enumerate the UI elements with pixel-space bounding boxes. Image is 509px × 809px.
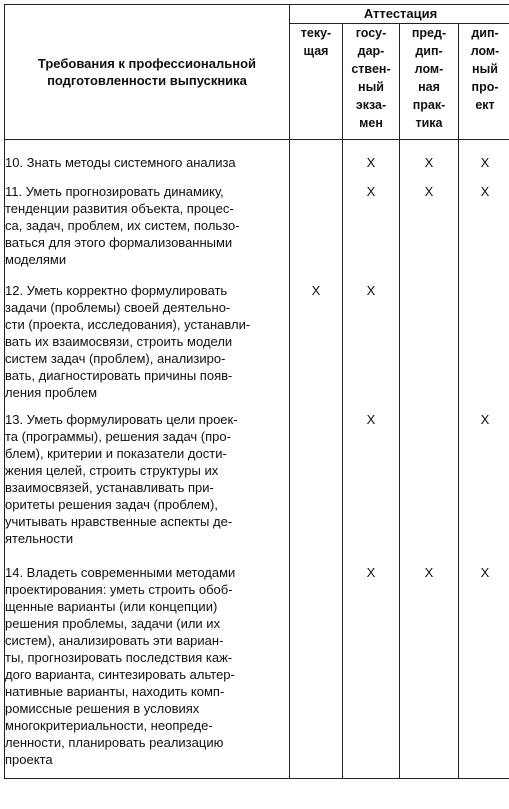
- header-line: дип-: [415, 44, 443, 59]
- header-line: дип-: [471, 26, 499, 41]
- mark-state-exam: X: [343, 554, 400, 779]
- requirement-line: моделями: [5, 252, 67, 267]
- header-line: прак-: [412, 98, 446, 113]
- requirement-line: многокритериальности, неопреде-: [5, 718, 213, 733]
- requirement-line: ятельности: [5, 531, 74, 546]
- requirement-line: решения проблемы, задачи (или их: [5, 616, 221, 631]
- table-row: [5, 275, 509, 401]
- requirement-line: задачи (проблемы) своей деятельно-: [5, 300, 231, 315]
- requirement-cell: [5, 173, 290, 275]
- mark-pre-diploma: X: [400, 554, 459, 779]
- header-line: ект: [475, 98, 495, 113]
- attestation-table: [4, 4, 509, 779]
- column-header-state-exam: [343, 24, 400, 140]
- requirement-line: 10. Знать методы системного анализа: [5, 155, 236, 170]
- table-row: [5, 173, 509, 275]
- mark-state-exam: X: [343, 140, 400, 174]
- requirement-line: взаимосвязей, устанавливать при-: [5, 480, 214, 495]
- requirement-cell: [5, 554, 290, 779]
- requirement-line: ваться для этого формализованными: [5, 235, 233, 250]
- requirement-line: систем), анализировать эти вариан-: [5, 633, 224, 648]
- requirement-line: оритеты решения задач (проблем),: [5, 497, 218, 512]
- requirement-cell: [5, 401, 290, 554]
- mark-pre-diploma: X: [400, 140, 459, 174]
- requirements-header-line: Требования к профессиональной: [37, 56, 257, 71]
- mark-pre-diploma: [400, 275, 459, 401]
- table-row: [5, 554, 509, 779]
- mark-state-exam: X: [343, 173, 400, 275]
- header-line: госу-: [355, 26, 387, 41]
- mark-pre-diploma: [400, 401, 459, 554]
- requirements-column-header: [5, 5, 290, 140]
- requirement-line: проектирования: уметь строить обоб-: [5, 582, 233, 597]
- mark-diploma-project: X: [459, 173, 509, 275]
- header-line: про-: [471, 80, 499, 95]
- mark-current: [290, 140, 343, 174]
- requirement-line: систем задач (проблем), анализиро-: [5, 351, 226, 366]
- header-line: теку-: [300, 26, 332, 41]
- mark-diploma-project: [459, 275, 509, 401]
- mark-current: [290, 401, 343, 554]
- requirement-line: вать их взаимосвязи, строить модели: [5, 334, 233, 349]
- header-line: тика: [415, 116, 443, 131]
- header-line: ствен-: [351, 62, 391, 77]
- mark-diploma-project: X: [459, 554, 509, 779]
- header-line: щая: [303, 44, 329, 59]
- mark-diploma-project: X: [459, 401, 509, 554]
- requirement-line: тенденции развития объекта, процес-: [5, 201, 234, 216]
- header-line: ная: [418, 80, 440, 95]
- header-line: экза-: [355, 98, 387, 113]
- requirement-line: ления проблем: [5, 385, 98, 400]
- requirement-line: учитывать нравственные аспекты де-: [5, 514, 233, 529]
- mark-diploma-project: X: [459, 140, 509, 174]
- requirement-line: дого варианта, синтезировать альтер-: [5, 667, 235, 682]
- mark-pre-diploma: X: [400, 173, 459, 275]
- header-line: пред-: [411, 26, 447, 41]
- requirement-line: сти (проекта, исследования), устанавли-: [5, 317, 251, 332]
- table-body: [5, 140, 509, 779]
- mark-current: [290, 173, 343, 275]
- requirement-cell: [5, 140, 290, 174]
- requirement-line: блем), критерии и показатели дости-: [5, 446, 227, 461]
- column-header-current: [290, 24, 343, 140]
- requirement-line: нативные варианты, находить комп-: [5, 684, 225, 699]
- requirement-line: ромиссные решения в условиях: [5, 701, 200, 716]
- requirement-line: са, задач, проблем, их систем, пользо-: [5, 218, 240, 233]
- requirement-line: жения целей, строить структуры их: [5, 463, 219, 478]
- header-line: мен: [359, 116, 383, 131]
- header-line: ный: [358, 80, 384, 95]
- mark-state-exam: X: [343, 275, 400, 401]
- mark-current: X: [290, 275, 343, 401]
- header-line: дар-: [357, 44, 385, 59]
- table-row: [5, 140, 509, 174]
- requirement-line: 13. Уметь формулировать цели проек-: [5, 412, 238, 427]
- requirement-line: та (программы), решения задач (про-: [5, 429, 231, 444]
- requirement-line: 14. Владеть современными методами: [5, 565, 236, 580]
- table-row: [5, 401, 509, 554]
- attestation-group-header: Аттестация: [290, 5, 509, 24]
- requirement-line: ты, прогнозировать последствия каж-: [5, 650, 233, 665]
- mark-state-exam: X: [343, 401, 400, 554]
- requirement-line: щенные варианты (или концепции): [5, 599, 218, 614]
- requirement-line: вать, диагностировать причины появ-: [5, 368, 233, 383]
- requirement-line: проекта: [5, 752, 53, 767]
- requirement-line: 11. Уметь прогнозировать динамику,: [5, 184, 224, 199]
- mark-current: [290, 554, 343, 779]
- requirement-cell: [5, 275, 290, 401]
- column-header-diploma-project: [459, 24, 509, 140]
- requirements-header-line: подготовленности выпускника: [47, 73, 247, 88]
- requirement-line: 12. Уметь корректно формулировать: [5, 283, 228, 298]
- header-line: лом-: [470, 44, 500, 59]
- header-line: лом-: [414, 62, 444, 77]
- column-header-pre-diploma: [400, 24, 459, 140]
- header-line: ный: [472, 62, 498, 77]
- table-header: [5, 5, 509, 140]
- requirement-line: ленности, планировать реализацию: [5, 735, 224, 750]
